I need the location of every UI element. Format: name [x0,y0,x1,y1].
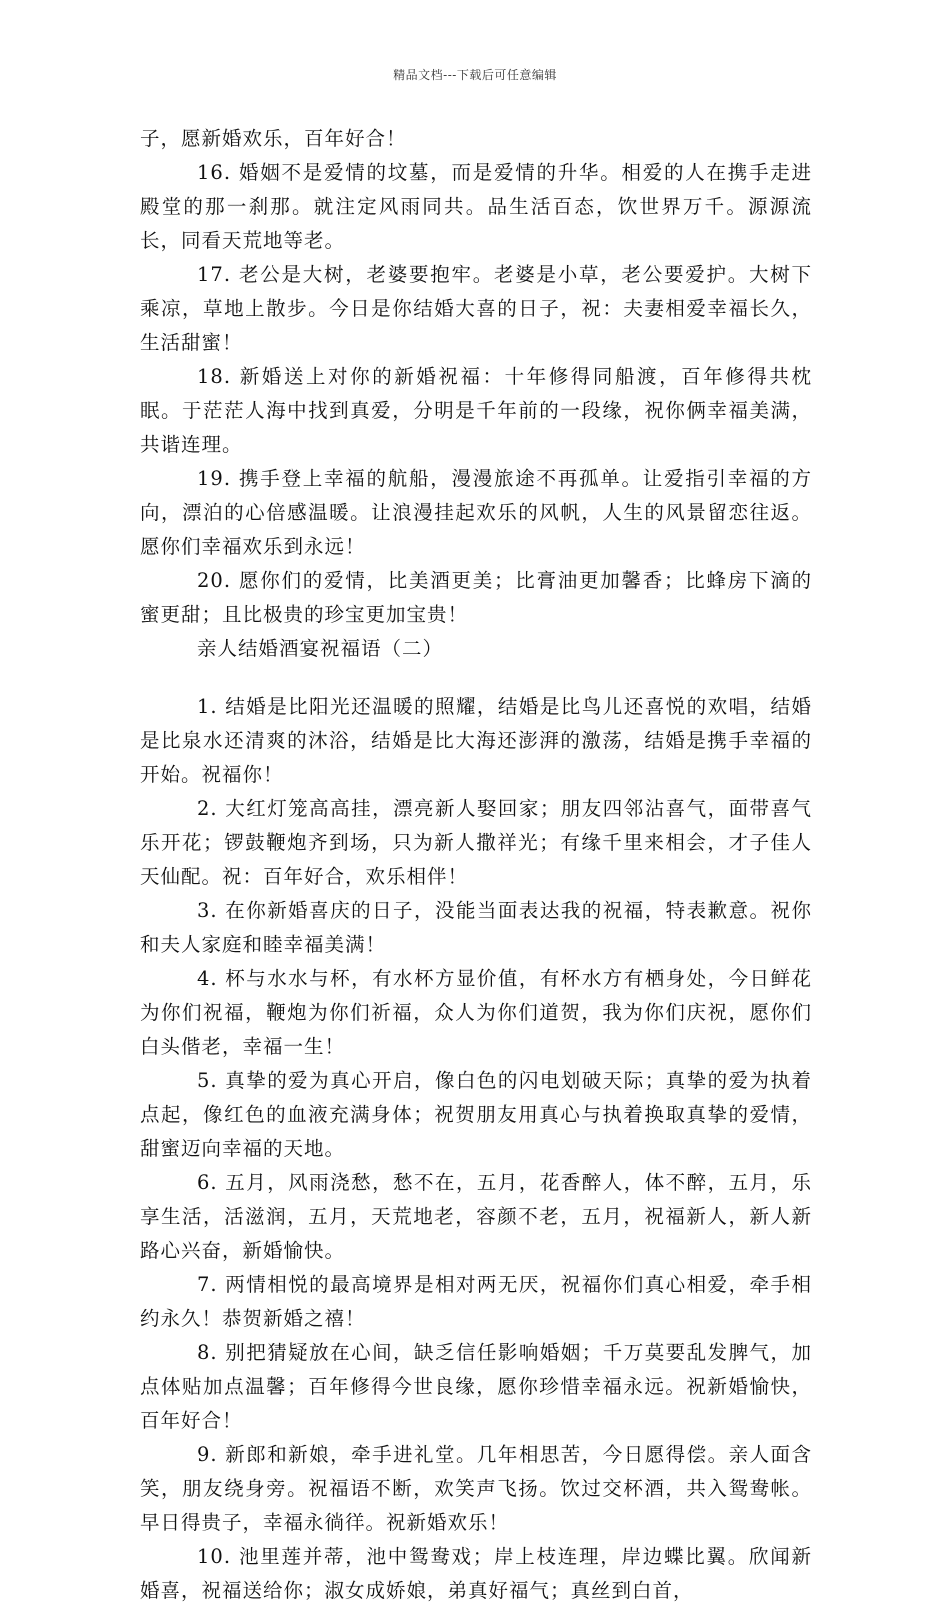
paragraph-9: 9. 新郎和新娘，牵手进礼堂。几年相思苦，今日愿得偿。亲人面含笑，朋友绕身旁。祝福语不断，欢笑声飞扬。饮过交杯酒，共入鸳鸯帐。早日得贵子，幸福永徜徉。祝新婚欢乐！ [140,1443,812,1534]
document-body [140,122,812,1608]
paragraph-5: 5. 真挚的爱为真心开启，像白色的闪电划破天际；真挚的爱为执着点起，像红色的血液充满身体；祝贺朋友用真心与执着换取真挚的爱情，甜蜜迈向幸福的天地。 [140,1069,812,1160]
paragraph-20: 20. 愿你们的爱情，比美酒更美；比膏油更加馨香；比蜂房下滴的蜜更甜；且比极贵的珍宝更加宝贵！ [140,569,812,626]
paragraph-6: 6. 五月，风雨浇愁，愁不在，五月，花香醉人，体不醉，五月，乐享生活，活滋润，五月，天荒地老，容颜不老，五月，祝福新人，新人新路心兴奋，新婚愉快。 [140,1171,812,1262]
paragraph-19: 19. 携手登上幸福的航船，漫漫旅途不再孤单。让爱指引幸福的方向，漂泊的心倍感温暖。让浪漫挂起欢乐的风帆，人生的风景留恋往返。愿你们幸福欢乐到永远！ [140,467,812,558]
paragraph-7: 7. 两情相悦的最高境界是相对两无厌，祝福你们真心相爱，牵手相约永久！恭贺新婚之禧！ [140,1273,812,1330]
paragraph-2: 2. 大红灯笼高高挂，漂亮新人娶回家；朋友四邻沾喜气，面带喜气乐开花；锣鼓鞭炮齐到场，只为新人撒祥光；有缘千里来相会，才子佳人天仙配。祝：百年好合，欢乐相伴！ [140,797,812,888]
paragraph-8: 8. 别把猜疑放在心间，缺乏信任影响婚姻；千万莫要乱发脾气，加点体贴加点温馨；百年修得今世良缘，愿你珍惜幸福永远。祝新婚愉快，百年好合！ [140,1341,812,1432]
paragraph-17: 17. 老公是大树，老婆要抱牢。老婆是小草，老公要爱护。大树下乘凉，草地上散步。今日是你结婚大喜的日子，祝：夫妻相爱幸福长久，生活甜蜜！ [140,263,812,354]
paragraph-18: 18. 新婚送上对你的新婚祝福：十年修得同船渡，百年修得共枕眠。于茫茫人海中找到真爱，分明是千年前的一段缘，祝你俩幸福美满，共谐连理。 [140,365,812,456]
paragraph-1: 1. 结婚是比阳光还温暖的照耀，结婚是比鸟儿还喜悦的欢唱，结婚是比泉水还清爽的沐浴，结婚是比大海还澎湃的激荡，结婚是携手幸福的开始。祝福你！ [140,695,812,786]
paragraph-16: 16. 婚姻不是爱情的坟墓，而是爱情的升华。相爱的人在携手走进殿堂的那一刹那。就注定风雨同共。品生活百态，饮世界万千。源源流长，同看天荒地等老。 [140,161,812,252]
paragraph-continuation: 子，愿新婚欢乐，百年好合！ [140,127,407,150]
paragraph-4: 4. 杯与水水与杯，有水杯方显价值，有杯水方有栖身处，今日鲜花为你们祝福，鞭炮为你们祈福，众人为你们道贺，我为你们庆祝，愿你们白头偕老，幸福一生！ [140,967,812,1058]
paragraph-10: 10. 池里莲并蒂，池中鸳鸯戏；岸上枝连理，岸边蝶比翼。欣闻新婚喜，祝福送给你；淑女成娇娘，弟真好福气；真丝到白首， [140,1545,812,1602]
page-header: 精品文档---下载后可任意编辑 [393,68,557,82]
section-title: 亲人结婚酒宴祝福语（二） [197,637,444,660]
paragraph-3: 3. 在你新婚喜庆的日子，没能当面表达我的祝福，特表歉意。祝你和夫人家庭和睦幸福美满！ [140,899,812,956]
